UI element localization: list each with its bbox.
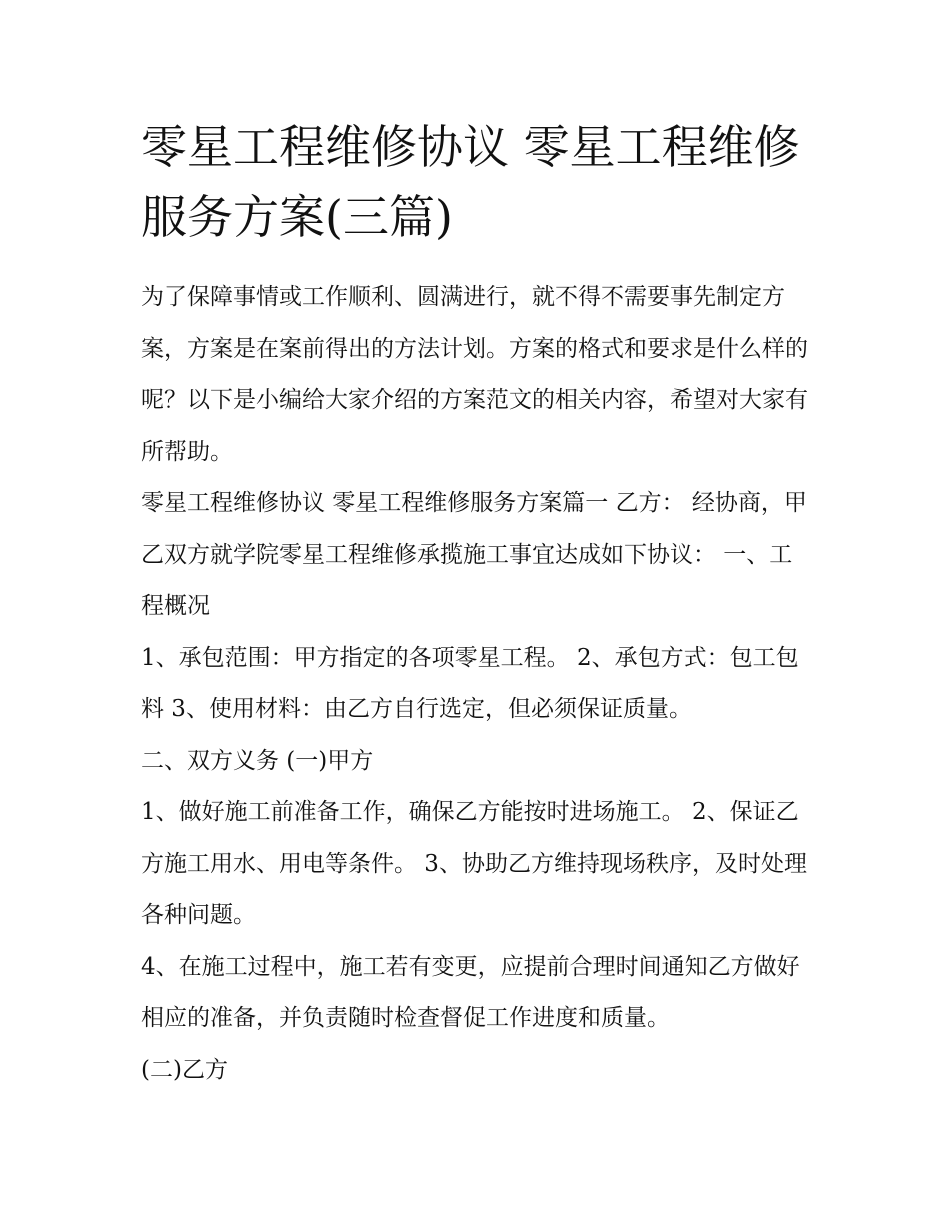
document-body [141,112,811,1096]
intro-paragraph: 为了保障事情或工作顺利、圆满进行，就不得不需要事先制定方案，方案是在案前得出的方法计划。方案的格式和要求是什么样的呢？以下是小编给大家介绍的方案范文的相关内容，希望对大家有所帮助。 [141,284,808,465]
contract-scope-paragraph: 1、承包范围：甲方指定的各项零星工程。 2、承包方式：包工包料 3、使用材料：由乙方自行选定，但必须保证质量。 [141,644,799,722]
section-heading-obligations: 二、双方义务 (一)甲方 [141,747,374,774]
document-title: 零星工程维修协议 零星工程维修服务方案(三篇) [141,120,800,244]
party-a-duties-paragraph: 1、做好施工前准备工作，确保乙方能按时进场施工。 2、保证乙方施工用水、用电等条件。 3、协助乙方维持现场秩序，及时处理各种问题。 [141,799,807,928]
agreement-opening-paragraph: 零星工程维修协议 零星工程维修服务方案篇一 乙方： 经协商，甲乙双方就学院零星工程维修承揽施工事宜达成如下协议： 一、工程概况 [141,490,807,619]
section-heading-party-b: (二)乙方 [141,1056,228,1083]
party-a-change-notice-paragraph: 4、在施工过程中，施工若有变更，应提前合理时间通知乙方做好相应的准备，并负责随时检查督促工作进度和质量。 [141,953,800,1031]
